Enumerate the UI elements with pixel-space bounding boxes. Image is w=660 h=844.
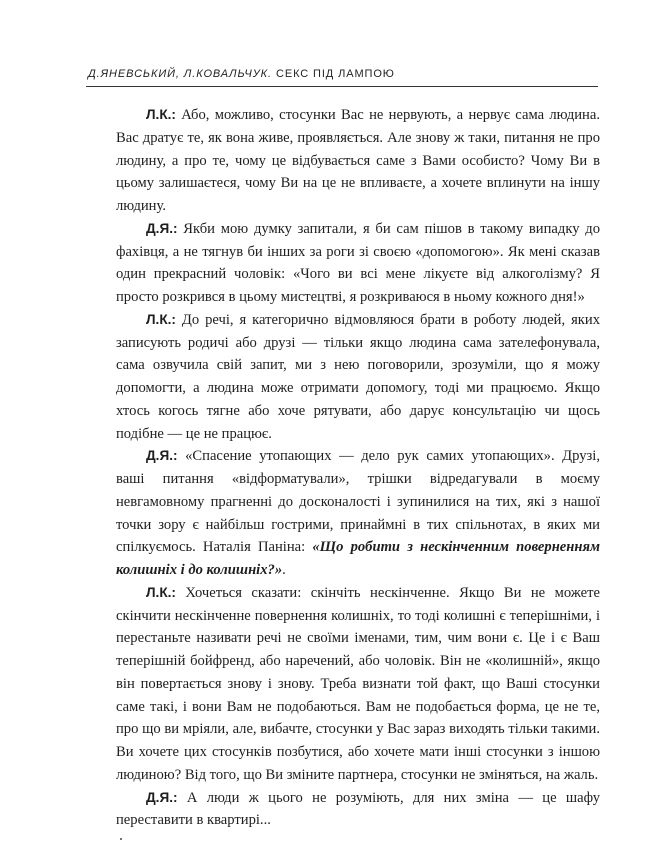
speaker-label: Л.К.: <box>146 107 176 122</box>
header-rule <box>86 86 598 87</box>
paragraph <box>116 104 600 218</box>
speaker-label: Д.Я.: <box>146 789 178 805</box>
paragraph <box>116 445 600 582</box>
paragraph-text: Хочеться сказати: скінчіть нескінченне. Якщо Ви не можете скінчити нескінченне повернення колишніх, то тоді колишні є теперішніми, і перестаньте називати речі не своїми іменами, тим, чим вони є. Це і є Ваш теперішній бойфренд, або наречений, або чоловік. Він не «колишній», якщо він повертається знову і знову. Треба визнати той факт, що Ваші стосунки саме такі, і вони Вам не подобаються. Вам не подобається форма, це не те, про що ви мріяли, але, вибачте, стосунки у Вас зараз виходять тільки такими. Ви хочете цих стосунків позбутися, або хочете мати інші стосунки з іншою людиною? Від того, що Ви зміните партнера, стосунки не зміняться, на жаль. <box>116 584 600 783</box>
paragraph-text: Або, можливо, стосунки Вас не нервують, а нервує сама людина. Вас дратує те, як вона живе, проявляється. Але знову ж таки, питання не про людину, а про те, чому це відбувається саме з Вами особисто? Чому Ви в цьому залишаєтеся, чому Ви на це не впливаєте, а хочете вплинути на іншу людину. <box>116 107 600 214</box>
speaker-label: Л.К.: <box>146 584 176 600</box>
paragraph <box>116 582 600 787</box>
speaker-label: Л.К.: <box>146 311 176 327</box>
running-head <box>88 68 598 80</box>
paragraph <box>116 787 600 833</box>
paragraph-text: А люди ж цього не розуміють, для них зміна — це шафу переставити в квартирі... <box>116 789 600 829</box>
speaker-label: Д.Я.: <box>146 448 178 464</box>
paragraph <box>116 309 600 446</box>
speaker-label: Д.Я.: <box>146 220 178 236</box>
paragraph-tail: . <box>282 562 286 578</box>
paragraph-text: До речі, я категорично відмовляюся брати в роботу людей, яких записують родичі або друзі — тільки якщо людина сама зателефонувала, сама озвучила свій запит, ми з нею поговорили, зрозуміли, що я можу допомогти, а людина може отримати допомогу, тоді ми працюємо. Якщо хтось когось тягне або хоче рятувати, або дарує консультацію чи щось подібне — це не працює. <box>116 311 600 442</box>
paragraph-text: «Спасение утопающих — дело рук самих утопающих». Друзі, ваші питання «відформатували», трішки відредагували в моєму невгамовному прагненні до досконалості і зупинилися на тих, які з нашої точки зору є найбільш гострими, принаймні в тих спільнотах, в яких ми спілкуємось. Наталія Паніна: <box>116 448 600 556</box>
page-mark <box>120 838 122 840</box>
reader-question: «Що робити з нескінченним поверненням колишніх і до колишніх?» <box>116 539 600 578</box>
paragraph <box>116 218 600 309</box>
header-title: СЕКС ПІД ЛАМПОЮ <box>275 68 395 80</box>
paragraph-text: Якби мою думку запитали, я би сам пішов в такому випадку до фахівця, а не тягнув би інших за роги зі своєю «допомогою». Як мені сказав один прекрасний чоловік: «Чого ви всі мене лікуєте від алкоголізму? Я просто розкрився в цьому мистецтві, я розкриваюся в ньому кожного дня!» <box>116 220 600 305</box>
body-text <box>116 104 600 832</box>
header-authors: Д.ЯНЕВСЬКИЙ, Л.КОВАЛЬЧУК. <box>88 68 273 80</box>
